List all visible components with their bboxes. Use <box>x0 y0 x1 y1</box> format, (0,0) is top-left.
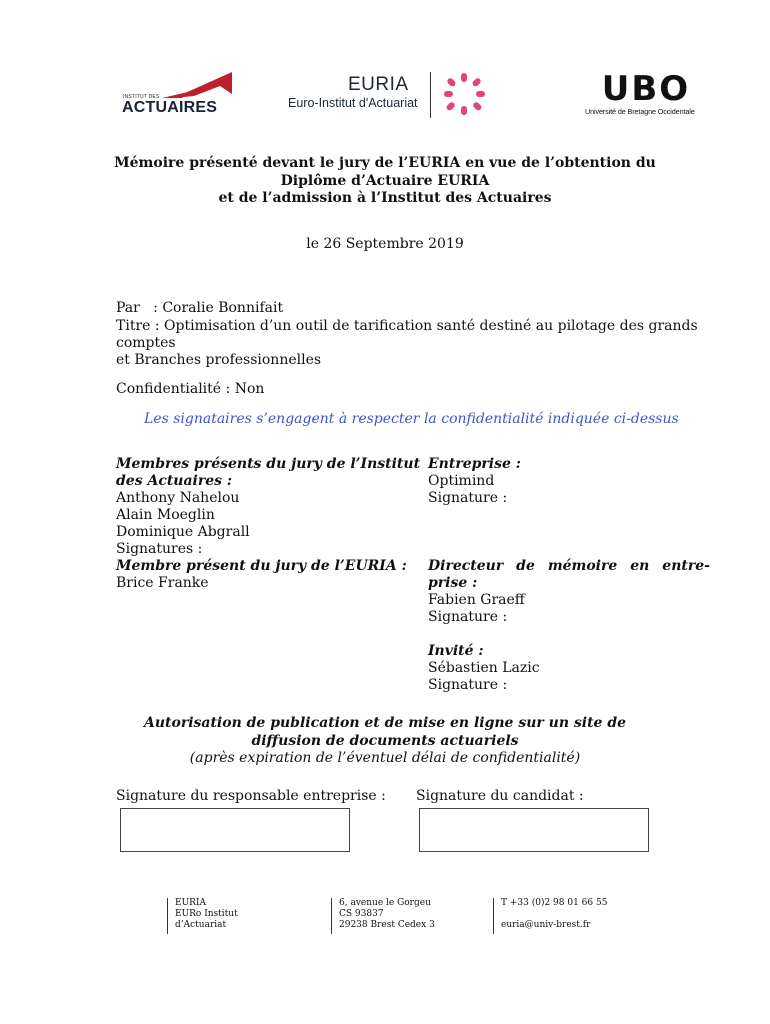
director-heading-line-1 <box>428 558 710 575</box>
footer-spacer <box>501 909 607 920</box>
director-heading-word: mémoire <box>547 558 618 574</box>
director-heading-word: entre- <box>662 558 710 574</box>
candidate-signature-box[interactable] <box>419 808 649 852</box>
director-name: Fabien Graeff <box>428 592 525 608</box>
company-signature-label: Signature : <box>428 490 508 506</box>
euria-logo-subtitle: Euro-Institut d'Actuariat <box>288 96 418 110</box>
footer-line: 29238 Brest Cedex 3 <box>339 920 435 930</box>
guest-name: Sébastien Lazic <box>428 660 540 676</box>
director-signature-label: Signature : <box>428 609 508 625</box>
euria-star-logo <box>440 70 490 120</box>
guest-signature-label: Signature : <box>428 677 508 693</box>
company-signature-title: Signature du responsable entreprise : <box>116 788 386 804</box>
defense-date: le 26 Septembre 2019 <box>306 236 464 252</box>
ubo-logo-subtitle: Université de Bretagne Occidentale <box>585 107 695 116</box>
jury-heading-line-2: des Actuaires : <box>116 473 233 489</box>
author-line: Par : Coralie Bonnifait <box>116 300 284 316</box>
actuaires-logo <box>122 72 234 118</box>
thesis-title-line-2: et Branches professionnelles <box>116 352 322 368</box>
company-signature-box[interactable] <box>120 808 350 852</box>
guest-heading: Invité : <box>428 643 484 659</box>
footer-phone: T +33 (0)2 98 01 66 55 <box>501 898 608 908</box>
confidentiality-notice: Les signataires s’engagent à respecter la confidentialité indiquée ci-dessus <box>144 411 679 427</box>
thesis-title <box>116 318 736 369</box>
title-line-2: Diplôme d’Actuaire EURIA <box>280 172 490 189</box>
footer-email: euria@univ-brest.fr <box>501 920 591 930</box>
jury-member: Anthony Nahelou <box>116 490 240 506</box>
jury-member: Dominique Abgrall <box>116 524 250 540</box>
euria-logo-divider <box>430 72 431 118</box>
authorization-line-3: (après expiration de l’éventuel délai de confidentialité) <box>189 750 581 766</box>
director-heading-word: de <box>516 558 535 574</box>
footer-line: EURo Institut <box>175 909 238 919</box>
company-heading: Entreprise : <box>428 456 521 472</box>
title-line-3: et de l’admission à l’Institut des Actuaires <box>218 190 552 206</box>
title-line-1: Mémoire présenté devant le jury de l’EURIA en vue de l’obtention du <box>114 155 656 171</box>
confidentiality-line: Confidentialité : Non <box>116 381 265 397</box>
footer-contact <box>493 898 607 934</box>
footer-line: 6, avenue le Gorgeu <box>339 898 431 908</box>
euria-logo-name: EURIA <box>348 74 409 95</box>
footer-institution <box>167 898 238 934</box>
jury-member: Alain Moeglin <box>116 507 215 523</box>
footer-line: EURIA <box>175 898 206 908</box>
jury-signatures-label: Signatures : <box>116 541 203 557</box>
thesis-title-line-1: Titre : Optimisation d’un outil de tarification santé destiné au pilotage des grands comptes <box>116 318 698 351</box>
ubo-logo <box>584 70 708 120</box>
euria-jury-member: Brice Franke <box>116 575 209 591</box>
director-heading-word: en <box>630 558 650 574</box>
publication-authorization <box>100 715 670 768</box>
authorization-line-1: Autorisation de publication et de mise en ligne sur un site de <box>143 715 627 731</box>
actuaires-logo-small-text: INSTITUT DES <box>123 94 160 100</box>
euria-logo <box>288 70 498 120</box>
director-heading-line-2: prise : <box>428 575 478 591</box>
jury-members-column <box>116 456 426 592</box>
euria-jury-heading: Membre présent du jury de l’EURIA : <box>116 558 407 574</box>
authorization-line-2: diffusion de documents actuariels <box>251 732 519 749</box>
company-name: Optimind <box>428 473 495 489</box>
ubo-logo-mark <box>584 70 708 104</box>
svg-text:UBO: UBO <box>601 70 691 104</box>
company-column <box>428 456 710 694</box>
candidate-signature-title: Signature du candidat : <box>416 788 584 804</box>
actuaires-logo-text: ACTUAIRES <box>122 99 218 116</box>
director-heading-word: Directeur <box>428 558 504 574</box>
memoire-title <box>100 155 670 208</box>
footer-address <box>331 898 435 934</box>
footer-line: d’Actuariat <box>175 920 227 930</box>
footer-line: CS 93837 <box>339 909 384 919</box>
jury-heading-line-1: Membres présents du jury de l’Institut <box>116 456 421 472</box>
